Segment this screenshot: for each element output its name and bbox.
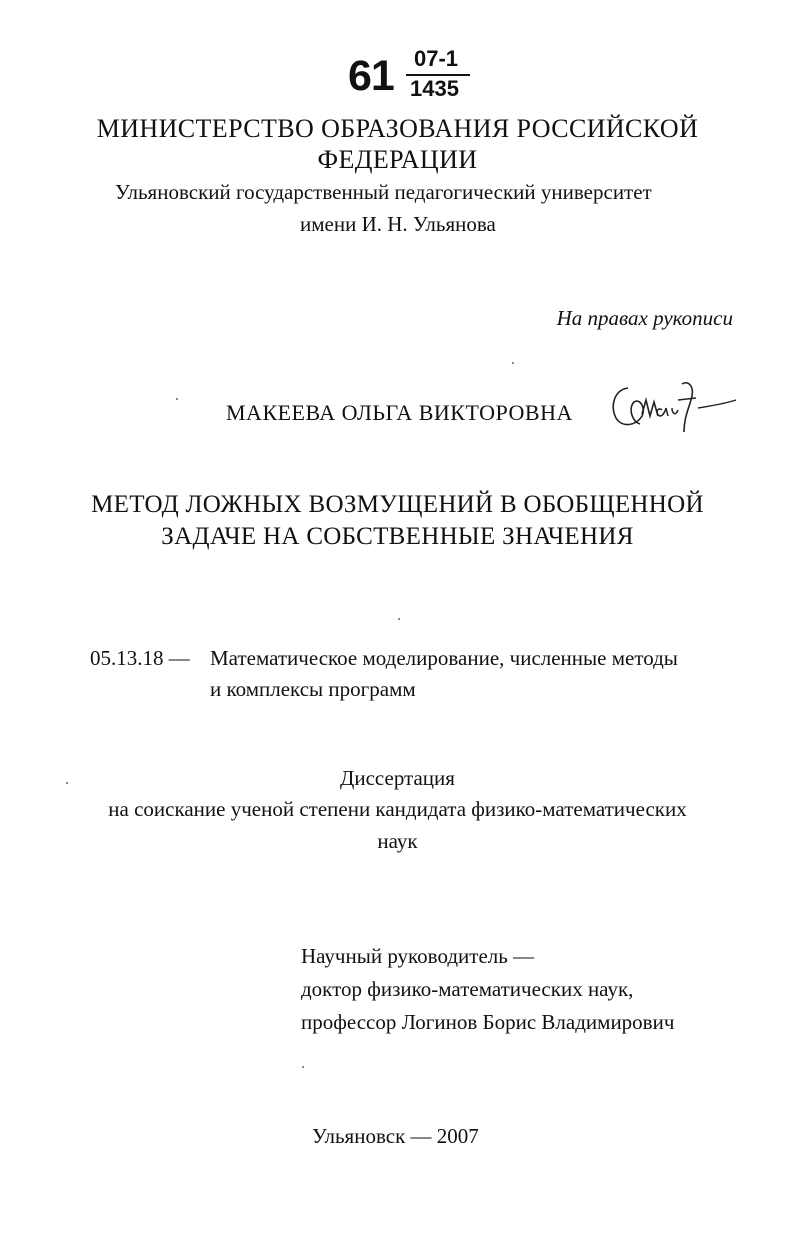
- university-line-1: Ульяновский государственный педагогический университет: [115, 180, 652, 204]
- dissertation-label: Диссертация: [340, 766, 455, 790]
- ministry-line-1: МИНИСТЕРСТВО ОБРАЗОВАНИЯ РОССИЙСКОЙ: [96, 114, 699, 143]
- scan-speck: [66, 782, 68, 784]
- supervisor-degree: доктор физико-математических наук,: [301, 977, 634, 1001]
- university-line-2: имени И. Н. Ульянова: [300, 212, 496, 236]
- dissertation-title-line-1: МЕТОД ЛОЖНЫХ ВОЗМУЩЕНИЙ В ОБОБЩЕННОЙ: [91, 491, 704, 518]
- dissertation-title-line-2: ЗАДАЧЕ НА СОБСТВЕННЫЕ ЗНАЧЕНИЯ: [161, 523, 634, 550]
- author-name: МАКЕЕВА ОЛЬГА ВИКТОРОВНА: [226, 400, 573, 425]
- supervisor-name: профессор Логинов Борис Владимирович: [301, 1010, 675, 1034]
- degree-line-2: наук: [377, 829, 418, 853]
- supervisor-label: Научный руководитель —: [301, 944, 535, 968]
- scan-speck: [398, 618, 400, 620]
- signature-icon: [606, 376, 738, 438]
- scan-speck: [176, 398, 178, 400]
- registration-bottom: 1435: [410, 76, 459, 101]
- specialty-line-2: и комплексы программ: [210, 677, 416, 701]
- city-year: Ульяновск — 2007: [312, 1124, 479, 1148]
- registration-number: 61: [348, 52, 394, 100]
- scan-speck: [512, 362, 514, 364]
- ministry-line-2: ФЕДЕРАЦИИ: [317, 145, 478, 174]
- registration-top: 07-1: [414, 46, 459, 71]
- specialty-line-1: Математическое моделирование, численные методы: [210, 646, 678, 670]
- rights-note: На правах рукописи: [556, 306, 733, 330]
- scan-speck: [302, 1066, 304, 1068]
- specialty-code: 05.13.18 —: [90, 646, 190, 670]
- degree-line: на соискание ученой степени кандидата физико-математических: [108, 797, 687, 821]
